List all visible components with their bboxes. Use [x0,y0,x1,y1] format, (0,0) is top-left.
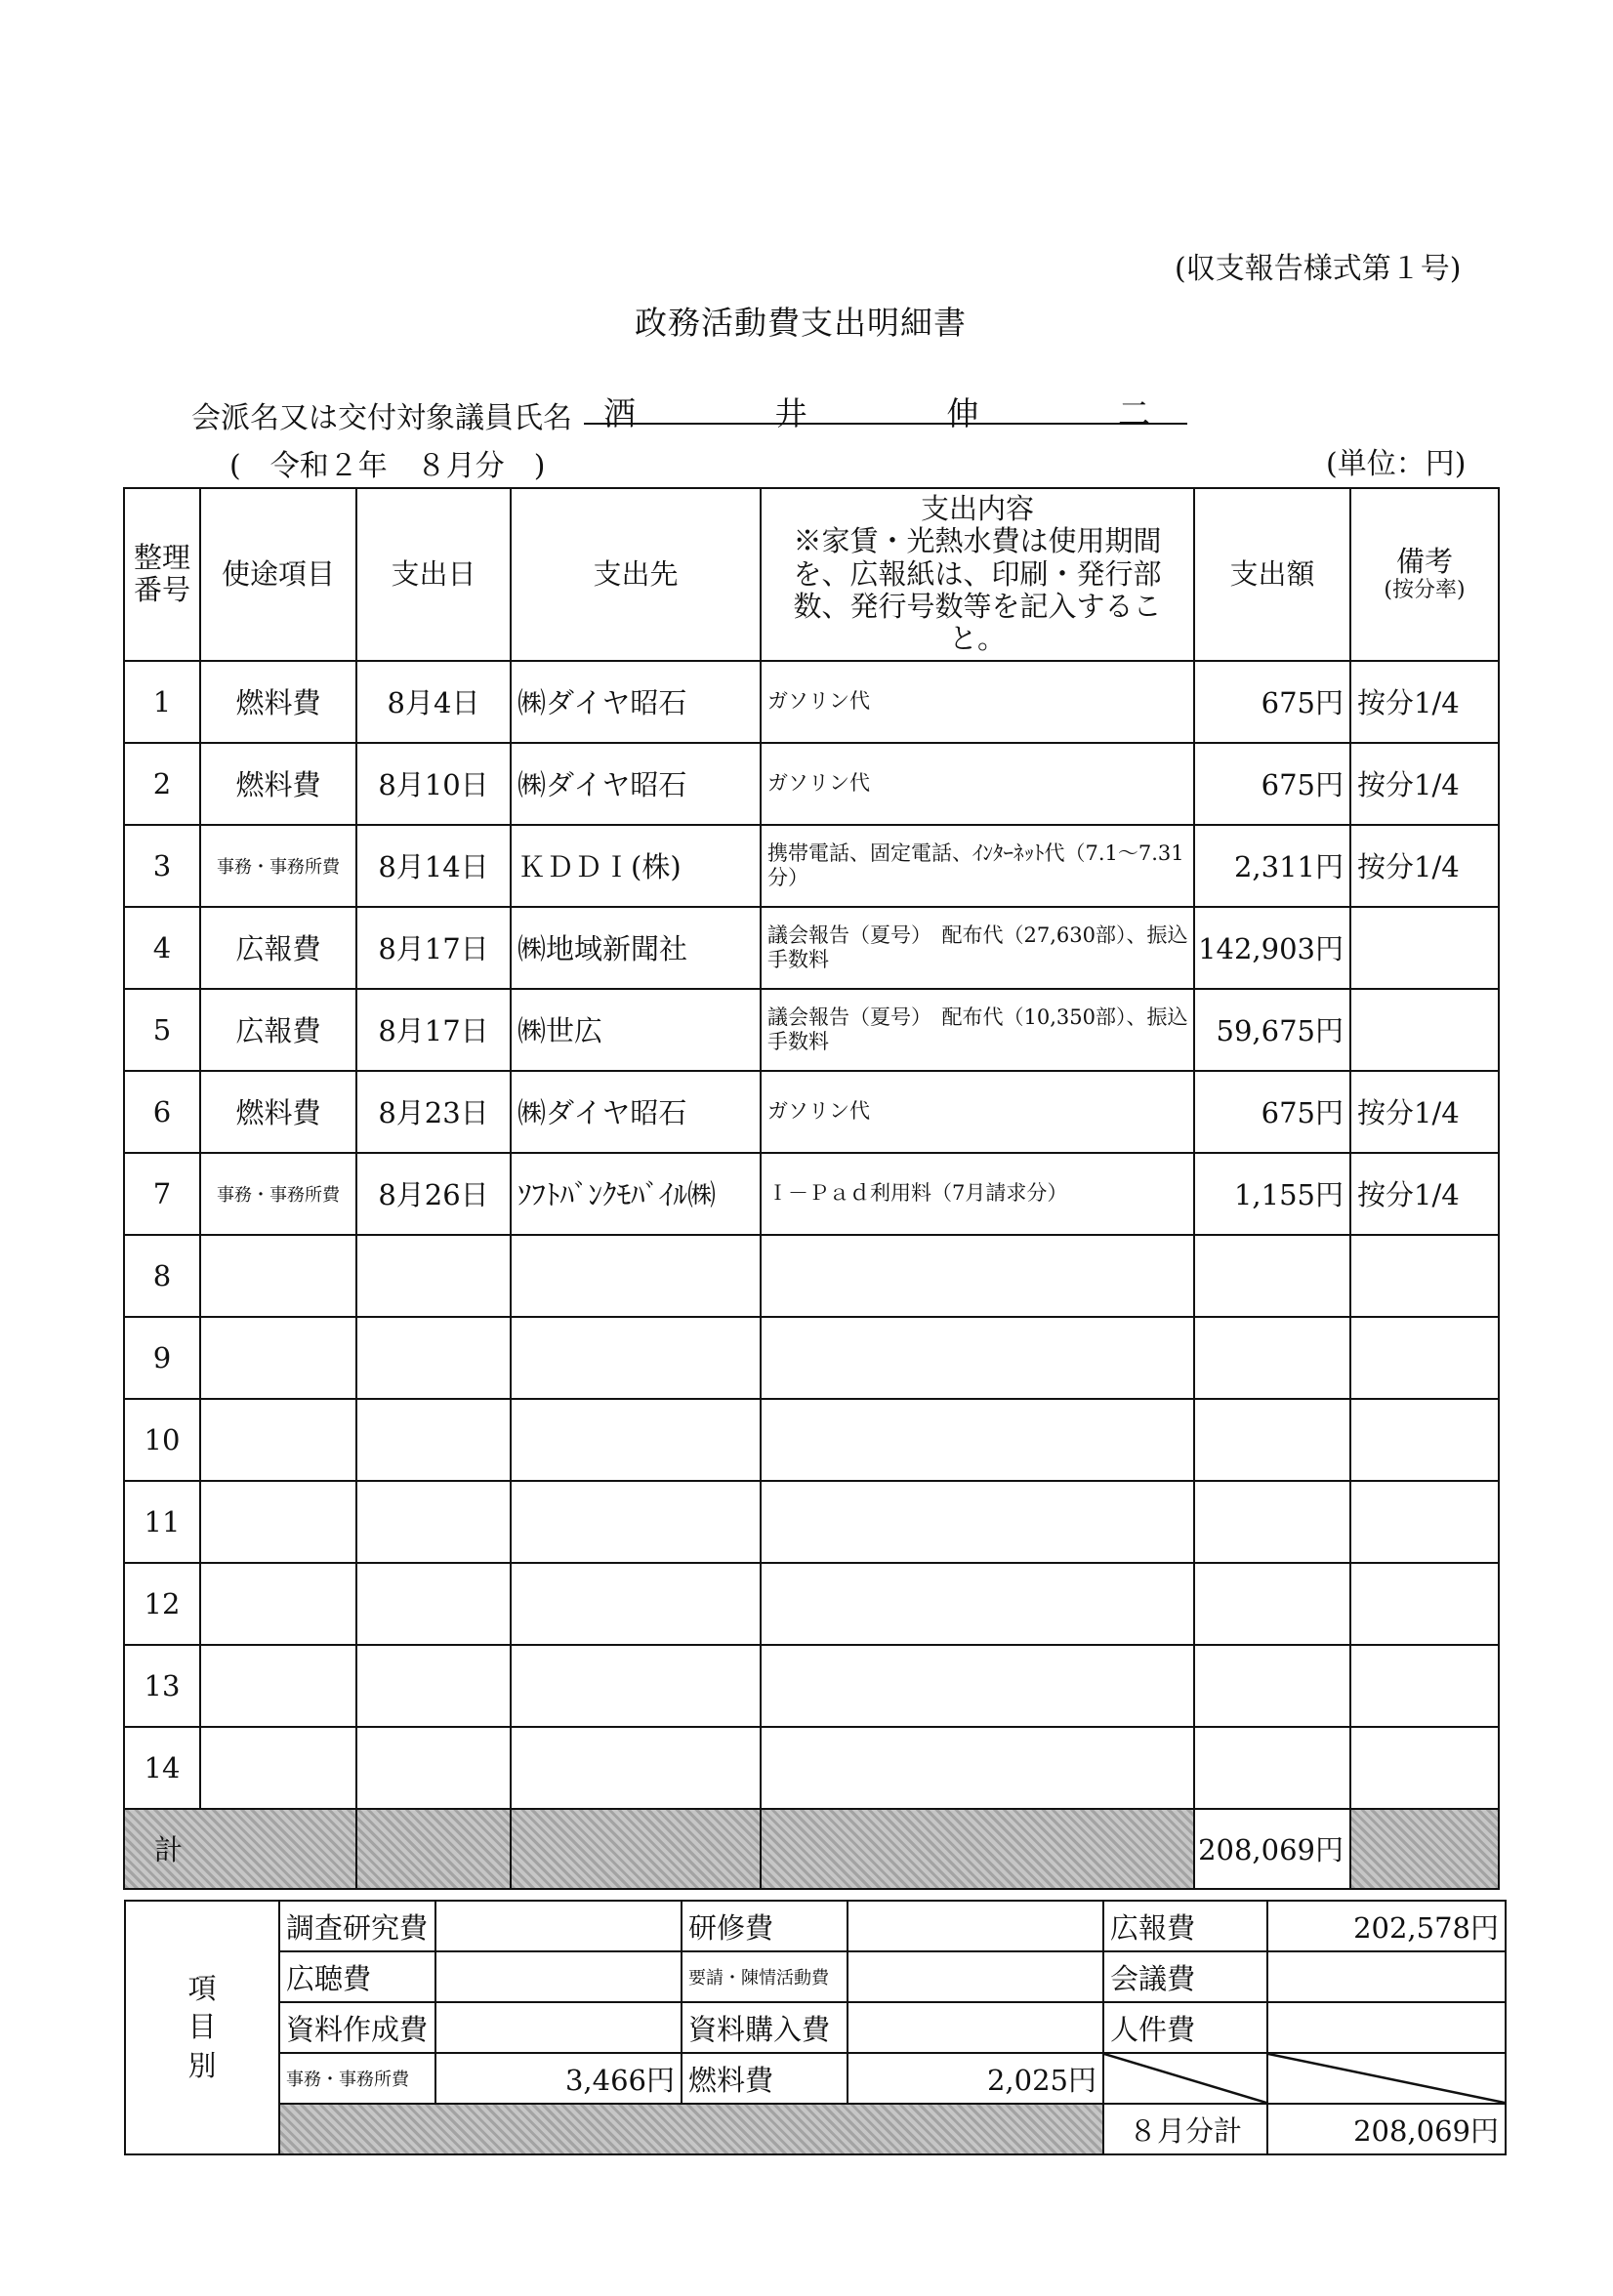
summary-value: 3,466円 [435,2053,682,2104]
summary-label: 調査研究費 [279,1901,435,1951]
member-name-char: 伸 [946,394,979,432]
row-payee [511,1645,761,1727]
form-number: (収支報告様式第１号) [1175,252,1462,286]
row-amount [1194,1317,1350,1399]
summary-label: 資料購入費 [682,2002,848,2053]
member-name-char: 二 [1117,394,1150,432]
total-shaded-cell [761,1809,1194,1889]
summary-value [848,1901,1103,1951]
row-amount [1194,1727,1350,1809]
row-payee [511,1481,761,1563]
table-row [124,661,1499,743]
summary-value [435,2002,682,2053]
row-date: 8月26日 [356,1153,511,1235]
row-no: 13 [124,1645,200,1727]
total-shaded-cell [356,1809,511,1889]
month-total-label: ８月分計 [1103,2104,1267,2154]
table-row [124,907,1499,989]
row-content: Ｉ－Ｐａｄ利用料（7月請求分） [761,1153,1194,1235]
row-payee: ＫＤＤＩ(株) [511,825,761,907]
row-content [761,1563,1194,1645]
row-category: 事務・事務所費 [200,825,356,907]
row-note: 按分1/4 [1350,1153,1499,1235]
header-category: 使途項目 [200,488,356,661]
row-content: ガソリン代 [761,743,1194,825]
row-no: 2 [124,743,200,825]
row-content [761,1235,1194,1317]
row-note [1350,1645,1499,1727]
row-content [761,1481,1194,1563]
row-no: 8 [124,1235,200,1317]
row-date [356,1399,511,1481]
row-note: 按分1/4 [1350,1071,1499,1153]
summary-row [125,1951,1506,2002]
summary-label: 会議費 [1103,1951,1267,2002]
row-date: 8月10日 [356,743,511,825]
row-date: 8月17日 [356,907,511,989]
row-amount [1194,1563,1350,1645]
month-total-value: 208,069円 [1267,2104,1506,2154]
total-label: 計 [124,1809,356,1889]
row-no: 1 [124,661,200,743]
row-note: 按分1/4 [1350,743,1499,825]
summary-empty-cell [1267,2053,1506,2104]
row-payee: ㈱地域新聞社 [511,907,761,989]
total-row [124,1809,1499,1889]
row-payee: ｿﾌﾄﾊﾞﾝｸﾓﾊﾞｲﾙ㈱ [511,1153,761,1235]
row-category: 燃料費 [200,661,356,743]
row-note [1350,1317,1499,1399]
summary-row [125,2002,1506,2053]
table-row [124,1153,1499,1235]
table-row [124,1317,1499,1399]
summary-side-label [125,1901,279,2154]
row-date [356,1317,511,1399]
row-date: 8月23日 [356,1071,511,1153]
row-date [356,1727,511,1809]
row-amount [1194,1399,1350,1481]
row-payee [511,1399,761,1481]
row-category [200,1235,356,1317]
summary-label: 燃料費 [682,2053,848,2104]
total-amount: 208,069円 [1194,1809,1350,1889]
row-payee [511,1727,761,1809]
summary-row [125,2053,1506,2104]
table-row [124,825,1499,907]
row-note [1350,1727,1499,1809]
header-note-title: 備考 [1395,545,1453,579]
side-char: 項 [187,1972,217,2006]
row-no: 12 [124,1563,200,1645]
row-content: 携帯電話、固定電話、ｲﾝﾀｰﾈｯﾄ代（7.1～7.31分） [761,825,1194,907]
row-no: 5 [124,989,200,1071]
header-no: 整理番号 [124,488,200,661]
member-label: 会派名又は交付対象議員氏名 [191,401,572,435]
summary-label: 要請・陳情活動費 [682,1951,848,2002]
table-row [124,1645,1499,1727]
row-payee: ㈱世広 [511,989,761,1071]
header-content [761,488,1194,661]
table-row [124,1481,1499,1563]
summary-row [125,2104,1506,2154]
summary-value [1267,1951,1506,2002]
row-date [356,1235,511,1317]
header-payee: 支出先 [511,488,761,661]
summary-row [125,1901,1506,1951]
member-name-char: 酒 [603,394,636,432]
row-payee: ㈱ダイヤ昭石 [511,743,761,825]
row-payee: ㈱ダイヤ昭石 [511,1071,761,1153]
table-row [124,1727,1499,1809]
row-amount: 142,903円 [1194,907,1350,989]
row-content [761,1317,1194,1399]
row-payee [511,1235,761,1317]
side-char: 目 [187,2010,217,2044]
row-payee [511,1317,761,1399]
table-row [124,1071,1499,1153]
row-payee [511,1563,761,1645]
table-row [124,1563,1499,1645]
header-amount: 支出額 [1194,488,1350,661]
row-amount: 675円 [1194,661,1350,743]
row-note [1350,1235,1499,1317]
row-amount: 675円 [1194,743,1350,825]
summary-empty-cell [1103,2053,1267,2104]
row-note [1350,907,1499,989]
row-category: 事務・事務所費 [200,1153,356,1235]
row-category [200,1645,356,1727]
row-payee: ㈱ダイヤ昭石 [511,661,761,743]
summary-shaded-cell [279,2104,1103,2154]
summary-value: 2,025円 [848,2053,1103,2104]
row-content [761,1727,1194,1809]
row-date: 8月14日 [356,825,511,907]
row-amount [1194,1645,1350,1727]
row-category [200,1563,356,1645]
summary-value [848,2002,1103,2053]
row-content: ガソリン代 [761,1071,1194,1153]
row-note [1350,1563,1499,1645]
row-amount: 2,311円 [1194,825,1350,907]
summary-value [848,1951,1103,2002]
summary-label: 研修費 [682,1901,848,1951]
row-category: 燃料費 [200,743,356,825]
document-title: 政務活動費支出明細書 [635,304,967,342]
row-amount [1194,1235,1350,1317]
row-no: 6 [124,1071,200,1153]
row-category [200,1317,356,1399]
header-date: 支出日 [356,488,511,661]
row-note: 按分1/4 [1350,825,1499,907]
table-header-row [124,488,1499,661]
summary-value [435,1901,682,1951]
total-shaded-cell [511,1809,761,1889]
row-category [200,1481,356,1563]
row-date [356,1563,511,1645]
expense-table [123,487,1500,1890]
summary-value [435,1951,682,2002]
row-no: 10 [124,1399,200,1481]
summary-label: 人件費 [1103,2002,1267,2053]
reporting-period: ( 令和２年 ８月分 ) [229,449,546,483]
member-name-char: 井 [774,394,807,432]
summary-value [1267,2002,1506,2053]
row-note: 按分1/4 [1350,661,1499,743]
row-date: 8月4日 [356,661,511,743]
unit-label: (単位：円) [1326,447,1467,481]
row-content: ガソリン代 [761,661,1194,743]
row-content: 議会報告（夏号） 配布代（27,630部）、振込手数料 [761,907,1194,989]
side-char: 別 [187,2048,217,2082]
row-content: 議会報告（夏号） 配布代（10,350部）、振込手数料 [761,989,1194,1071]
category-summary-table [124,1900,1507,2155]
row-category: 広報費 [200,907,356,989]
row-category: 燃料費 [200,1071,356,1153]
table-row [124,989,1499,1071]
row-amount: 675円 [1194,1071,1350,1153]
row-note [1350,1481,1499,1563]
table-row [124,1399,1499,1481]
row-no: 14 [124,1727,200,1809]
row-amount: 59,675円 [1194,989,1350,1071]
summary-label: 資料作成費 [279,2002,435,2053]
row-no: 4 [124,907,200,989]
total-shaded-cell [1350,1809,1499,1889]
row-amount: 1,155円 [1194,1153,1350,1235]
row-no: 9 [124,1317,200,1399]
row-no: 3 [124,825,200,907]
row-category [200,1727,356,1809]
row-amount [1194,1481,1350,1563]
header-content-note: ※家賃・光熱水費は使用期間を、広報紙は、印刷・発行部数、発行号数等を記入すること。 [793,524,1162,656]
summary-label: 広聴費 [279,1951,435,2002]
header-note [1350,488,1499,661]
row-date [356,1481,511,1563]
table-row [124,743,1499,825]
header-note-sub: (按分率) [1384,578,1466,603]
summary-label: 事務・事務所費 [279,2053,435,2104]
row-content [761,1399,1194,1481]
row-note [1350,1399,1499,1481]
row-no: 7 [124,1153,200,1235]
row-date: 8月17日 [356,989,511,1071]
header-content-title: 支出内容 [920,492,1034,525]
member-name [603,389,1150,434]
row-note [1350,989,1499,1071]
table-row [124,1235,1499,1317]
summary-value: 202,578円 [1267,1901,1506,1951]
row-date [356,1645,511,1727]
summary-label: 広報費 [1103,1901,1267,1951]
row-no: 11 [124,1481,200,1563]
row-category: 広報費 [200,989,356,1071]
row-category [200,1399,356,1481]
row-content [761,1645,1194,1727]
